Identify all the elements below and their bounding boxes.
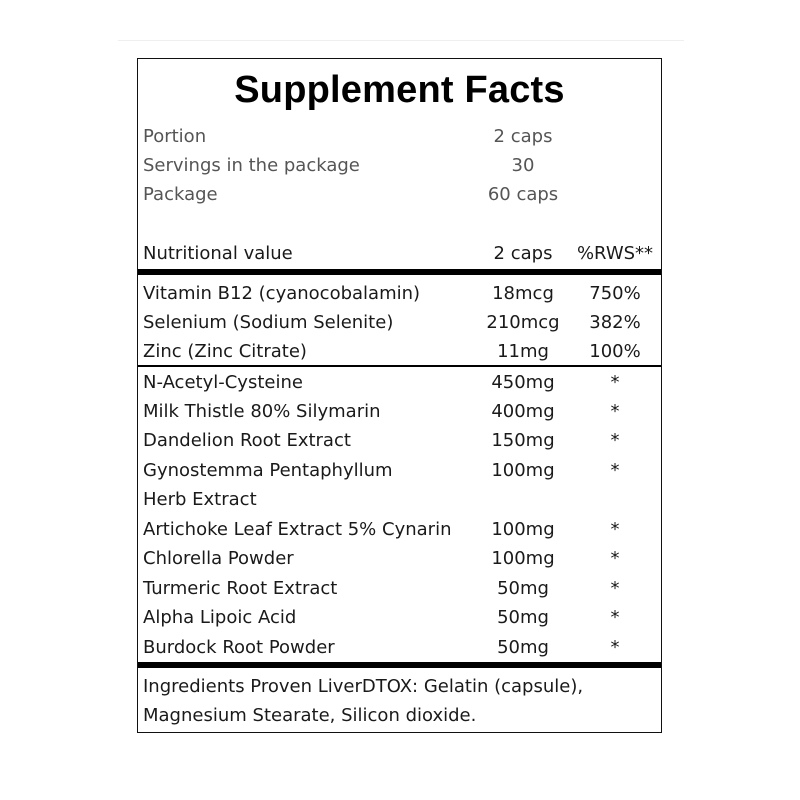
- ingredient-amount: 450mg: [491, 372, 555, 393]
- serving-label: Package: [143, 184, 218, 205]
- nutrient-percent: 750%: [589, 283, 641, 304]
- ingredient-name: Alpha Lipoic Acid: [143, 607, 297, 628]
- extract-row: [138, 398, 661, 427]
- serving-row-portion: [138, 123, 661, 152]
- ingredient-name: Artichoke Leaf Extract 5% Cynarin: [143, 519, 452, 540]
- thick-divider: [138, 269, 661, 275]
- ingredient-name: Milk Thistle 80% Silymarin: [143, 401, 381, 422]
- vitamin-row: [138, 338, 661, 367]
- serving-value: 2 caps: [493, 126, 553, 147]
- top-faint-line: [118, 40, 684, 41]
- serving-row-package: [138, 181, 661, 210]
- panel-title: Supplement Facts: [234, 69, 565, 111]
- nutrient-amount: 18mcg: [492, 283, 554, 304]
- serving-value: 60 caps: [487, 184, 559, 205]
- extract-row: [138, 634, 661, 663]
- nutrition-header-amount: 2 caps: [493, 243, 553, 264]
- ingredient-percent: *: [610, 519, 620, 540]
- ingredient-percent: *: [610, 430, 620, 451]
- ingredient-percent: *: [610, 460, 620, 481]
- ingredient-name: Chlorella Powder: [143, 548, 294, 569]
- ingredients-line: Ingredients Proven LiverDTOX: Gelatin (capsule),: [143, 676, 584, 697]
- serving-label: Servings in the package: [143, 155, 360, 176]
- ingredient-name: Turmeric Root Extract: [143, 578, 338, 599]
- extract-row: [138, 457, 661, 486]
- ingredient-name: Gynostemma Pentaphyllum: [143, 460, 393, 481]
- nutrition-header-row: [138, 240, 661, 269]
- extract-row: [138, 545, 661, 574]
- nutrient-name: Zinc (Zinc Citrate): [143, 341, 307, 362]
- ingredient-amount: 100mg: [491, 519, 555, 540]
- ingredients-statement: [143, 672, 655, 730]
- ingredient-amount: 150mg: [491, 430, 555, 451]
- ingredient-percent: *: [610, 548, 620, 569]
- nutrient-amount: 210mcg: [486, 312, 560, 333]
- extract-row: [138, 369, 661, 398]
- nutrient-name: Vitamin B12 (cyanocobalamin): [143, 283, 421, 304]
- ingredient-name: Dandelion Root Extract: [143, 430, 351, 451]
- extract-row-continuation: [138, 486, 661, 515]
- ingredient-amount: 100mg: [491, 460, 555, 481]
- ingredient-amount: 50mg: [497, 637, 549, 658]
- nutrition-header-percent: %RWS**: [576, 243, 654, 264]
- vitamin-row: [138, 280, 661, 309]
- nutrient-amount: 11mg: [497, 341, 549, 362]
- ingredient-name-continued: Herb Extract: [143, 489, 257, 510]
- serving-row-servings: [138, 152, 661, 181]
- nutrient-name: Selenium (Sodium Selenite): [143, 312, 394, 333]
- ingredient-percent: *: [610, 372, 620, 393]
- ingredient-percent: *: [610, 607, 620, 628]
- serving-label: Portion: [143, 126, 207, 147]
- ingredient-percent: *: [610, 637, 620, 658]
- thin-divider: [138, 365, 661, 367]
- ingredient-amount: 50mg: [497, 578, 549, 599]
- ingredients-line: Magnesium Stearate, Silicon dioxide.: [143, 705, 477, 726]
- ingredient-amount: 50mg: [497, 607, 549, 628]
- extract-row: [138, 575, 661, 604]
- nutrient-percent: 382%: [589, 312, 641, 333]
- thick-divider: [138, 662, 661, 668]
- extract-row: [138, 604, 661, 633]
- ingredient-amount: 100mg: [491, 548, 555, 569]
- nutrition-header-label: Nutritional value: [143, 243, 293, 264]
- ingredient-percent: *: [610, 578, 620, 599]
- ingredient-name: N-Acetyl-Cysteine: [143, 372, 303, 393]
- ingredient-name: Burdock Root Powder: [143, 637, 335, 658]
- extract-row: [138, 516, 661, 545]
- ingredient-amount: 400mg: [491, 401, 555, 422]
- ingredient-percent: *: [610, 401, 620, 422]
- serving-value: 30: [511, 155, 535, 176]
- vitamin-row: [138, 309, 661, 338]
- extract-row: [138, 427, 661, 456]
- supplement-facts-panel: [137, 58, 662, 733]
- nutrient-percent: 100%: [589, 341, 641, 362]
